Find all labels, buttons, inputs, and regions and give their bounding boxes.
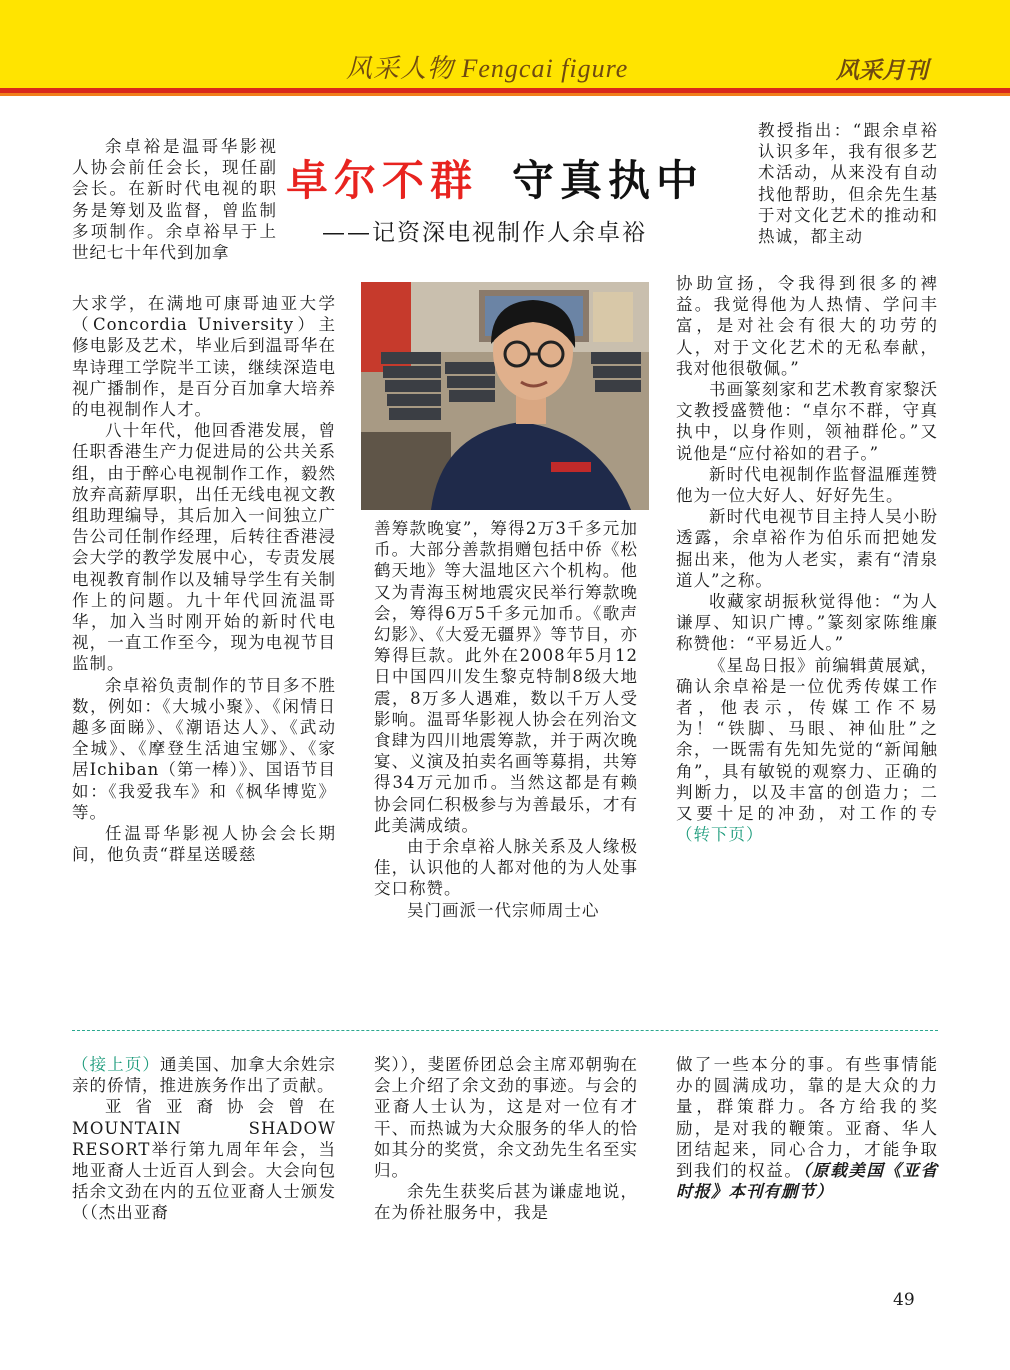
cont-col3-paragraph xyxy=(676,1054,938,1202)
col1-paragraph: 余卓裕是温哥华影视人协会前任会长，现任副会长。在新时代电视的职务是筹划及监督，曾监制多项制作。余卓裕早于上世纪七十年代到加拿 xyxy=(72,137,277,263)
col3-paragraph: 新时代电视节目主持人吴小盼透露，余卓裕作为伯乐而把她发掘出来，他为人老实，素有“清泉道人”之称。 xyxy=(676,507,938,590)
cont-col1 xyxy=(72,1054,336,1224)
col3-paragraph: 收藏家胡振秋觉得他：“为人谦厚、知识广博。”篆刻家陈维廉称赞他：“平易近人。” xyxy=(676,592,938,654)
col3-intro xyxy=(758,120,938,247)
col2-paragraph: 吴门画派一代宗师周士心 xyxy=(407,900,600,920)
headline-part1: 卓尔不群 xyxy=(286,156,479,205)
cont-text: 通美国、加拿大余姓宗亲的侨情，推进族务作出了贡献。 xyxy=(72,1055,337,1096)
cont-col2-paragraph: 奖）），斐匿侨团总会主席邓朝驹在会上介绍了余文劲的事迹。与会的亚裔人士认为，这是对一位有才干、而热诚为大众服务的华人的恰如其分的奖赏，余文劲先生名至实归。 xyxy=(374,1055,638,1181)
col1-paragraph: 八十年代，他回香港发展，曾任职香港生产力促进局的公共关系组，由于醉心电视制作工作，毅然放弃高薪厚职，出任无线电视文教组助理编导，其后加入一间独立广告公司任制作经理，后转往香港浸会大学的教学发展中心，专责发展电视教育制作以及辅导学生有关制作上的问题。九十年代回流温哥华，加入当时刚开始的新时代电视，一直工作至今，现为电视节目监制。 xyxy=(72,421,336,674)
source-note: （原载美国《亚省时报》本刊有删节） xyxy=(676,1161,939,1202)
article-headline xyxy=(286,148,704,208)
col1-intro xyxy=(72,136,277,263)
cont-col1-paragraph: 亚省亚裔协会曾在MOUNTAIN SHADOW RESORT举行第九周年年会，当地亚裔人士近百人到会。大会向包括余文劲在内的五位亚裔人士颁发（（杰出亚裔 xyxy=(72,1097,336,1223)
continued-next-page: （转下页） xyxy=(676,825,764,845)
col3-paragraph: 教授指出：“跟余卓裕认识多年，我有很多艺术活动，从来没有自动找他帮助，但余先生基于对文化艺术的推动和热诚，都主动 xyxy=(758,121,938,247)
col2-body xyxy=(374,518,638,921)
col3-paragraph xyxy=(676,655,938,846)
col1-body xyxy=(72,293,336,865)
col3-paragraph: 新时代电视制作监督温雁莲赞他为一位大好人、好好先生。 xyxy=(676,464,938,506)
header-band xyxy=(0,0,1010,88)
section-divider xyxy=(72,1030,938,1031)
col3-paragraph: 书画篆刻家和艺术教育家黎沃文教授盛赞他：“卓尔不群，守真执中，以身作则，领袖群伦。”又说他是“应付裕如的君子。” xyxy=(676,380,938,463)
col3-paragraph: 协助宣扬，令我得到很多的裨益。我觉得他为人热情、学问丰富，是对社会有很大的功劳的人，对于文化艺术的无私奉献，我对他很敬佩。” xyxy=(676,274,938,378)
header-orange-stripe xyxy=(0,93,1010,96)
page-number: 49 xyxy=(893,1290,915,1310)
col1-paragraph: 余卓裕负责制作的节目多不胜数，例如：《大城小聚》、《闲情日趣多面睇》、《潮语达人》、《武动全城》、《摩登生活迪宝娜》、《家居Ichiban（第一棒）》、国语节目如：《我爱我车》和《枫华博览》等。 xyxy=(72,675,336,822)
col2-paragraph: 善筹款晚宴”，筹得2万3千多元加币。大部分善款捐赠包括中侨《松鹤天地》等大温地区六个机构。他又为青海玉树地震灾民举行筹款晚会，筹得6万5千多元加币。《歌声幻影》、《大爱无疆界》等节目，亦筹得巨款。此外在2008年5月12日中国四川发生黎克特制8级大地震，8万多人遇难，数以千万人受影响。温哥华影视人协会在列治文食肆为四川地震筹款，并于两次晚宴、义演及拍卖名画等募捐，共筹得34万元加币。当然这都是有赖协会同仁积极参与为善最乐，才有此美满成绩。 xyxy=(374,519,638,835)
portrait-photo xyxy=(361,282,649,510)
headline-part2: 守真执中 xyxy=(512,156,705,205)
col3-last-text: 《星岛日报》前编辑黄展斌，确认余卓裕是一位优秀传媒工作者，他表示，传媒工作不易为！“铁脚、马眼、神仙肚”之余，一既需有先知先觉的“新闻触角”，具有敏锐的观察力、正确的判断力，以及丰富的创造力；二又要十足的冲劲，对工作的专 xyxy=(676,655,938,824)
cont-col2 xyxy=(374,1054,638,1224)
article-subheadline: ——记资深电视制作人余卓裕 xyxy=(322,220,647,246)
cont-col1-paragraph xyxy=(72,1054,336,1096)
col1-paragraph: 任温哥华影视人协会会长期间，他负责“群星送暖慈 xyxy=(72,824,336,865)
section-title: 风采人物 Fengcai figure xyxy=(346,54,629,83)
magazine-name: 风采月刊 xyxy=(836,58,928,83)
cont-col3 xyxy=(676,1054,938,1202)
col1-paragraph: 大求学，在满地可康哥迪亚大学（Concordia University）主修电影及艺术，毕业后到温哥华在卑诗理工学院半工读，继续深造电视广播制作，是百分百加拿大培养的电视制作人才。 xyxy=(72,294,336,420)
cont-text: 做了一些本分的事。有些事情能办的圆满成功，靠的是大众的力量，群策群力。各方给我的奖励，是对我的鞭策。亚裔、华人团结起来，同心合力，才能争取到我们的权益。 xyxy=(676,1055,938,1181)
col2-paragraph: 由于余卓裕人脉关系及人缘极佳，认识他的人都对他的为人处事交口称赞。 xyxy=(374,837,638,899)
cont-col2-paragraph: 余先生获奖后甚为谦虚地说，在为侨社服务中，我是 xyxy=(374,1182,638,1223)
continued-from-label: （接上页） xyxy=(72,1055,161,1074)
col3-body xyxy=(676,273,938,845)
